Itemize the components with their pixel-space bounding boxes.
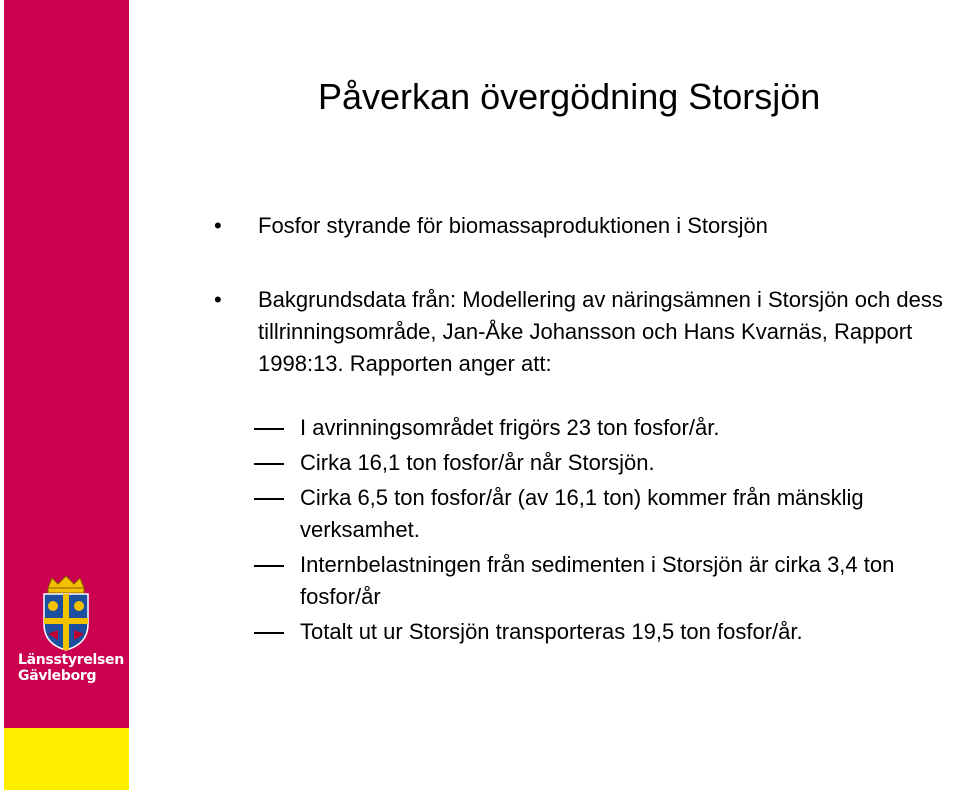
dash-marker [254,463,284,465]
agency-logo [14,574,124,702]
bullet-item [214,210,950,242]
sub-item [214,447,950,479]
sub-item-text: Cirka 16,1 ton fosfor/år når Storsjön. [300,450,655,475]
sidebar-yellow-stripe [4,728,129,790]
sub-item-text: Totalt ut ur Storsjön transporteras 19,5 ton fosfor/år. [300,619,803,644]
sub-item [214,549,950,613]
bullet-text: Fosfor styrande för biomassaproduktionen i Storsjön [258,213,768,238]
dash-marker [254,565,284,567]
sub-item [214,482,950,546]
sub-item-text: Internbelastningen från sedimenten i Storsjön är cirka 3,4 ton fosfor/år [300,552,895,609]
dash-marker [254,632,284,634]
bullet-dot: • [214,287,222,312]
slide-content [214,210,950,651]
bullet-dot: • [214,213,222,238]
slide-title: Påverkan övergödning Storsjön [318,76,821,117]
dash-marker [254,498,284,500]
logo-text-line1: Länsstyrelsen [18,652,124,668]
dash-marker [254,428,284,430]
bullet-item [214,284,950,380]
sub-item [214,412,950,444]
sub-item-text: I avrinningsområdet frigörs 23 ton fosfor/år. [300,415,720,440]
logo-text-line2: Gävleborg [18,668,97,684]
bullet-text: Bakgrundsdata från: Modellering av näringsämnen i Storsjön och dess tillrinningsområde, Jan-Åke Johansson och Hans Kvarnäs, Rapport 1998:13. Rapporten anger att: [258,287,943,376]
coat-of-arms-icon [34,574,98,652]
sub-item [214,616,950,648]
sub-item-list [214,412,950,648]
sub-item-text: Cirka 6,5 ton fosfor/år (av 16,1 ton) kommer från mänsklig verksamhet. [300,485,864,542]
